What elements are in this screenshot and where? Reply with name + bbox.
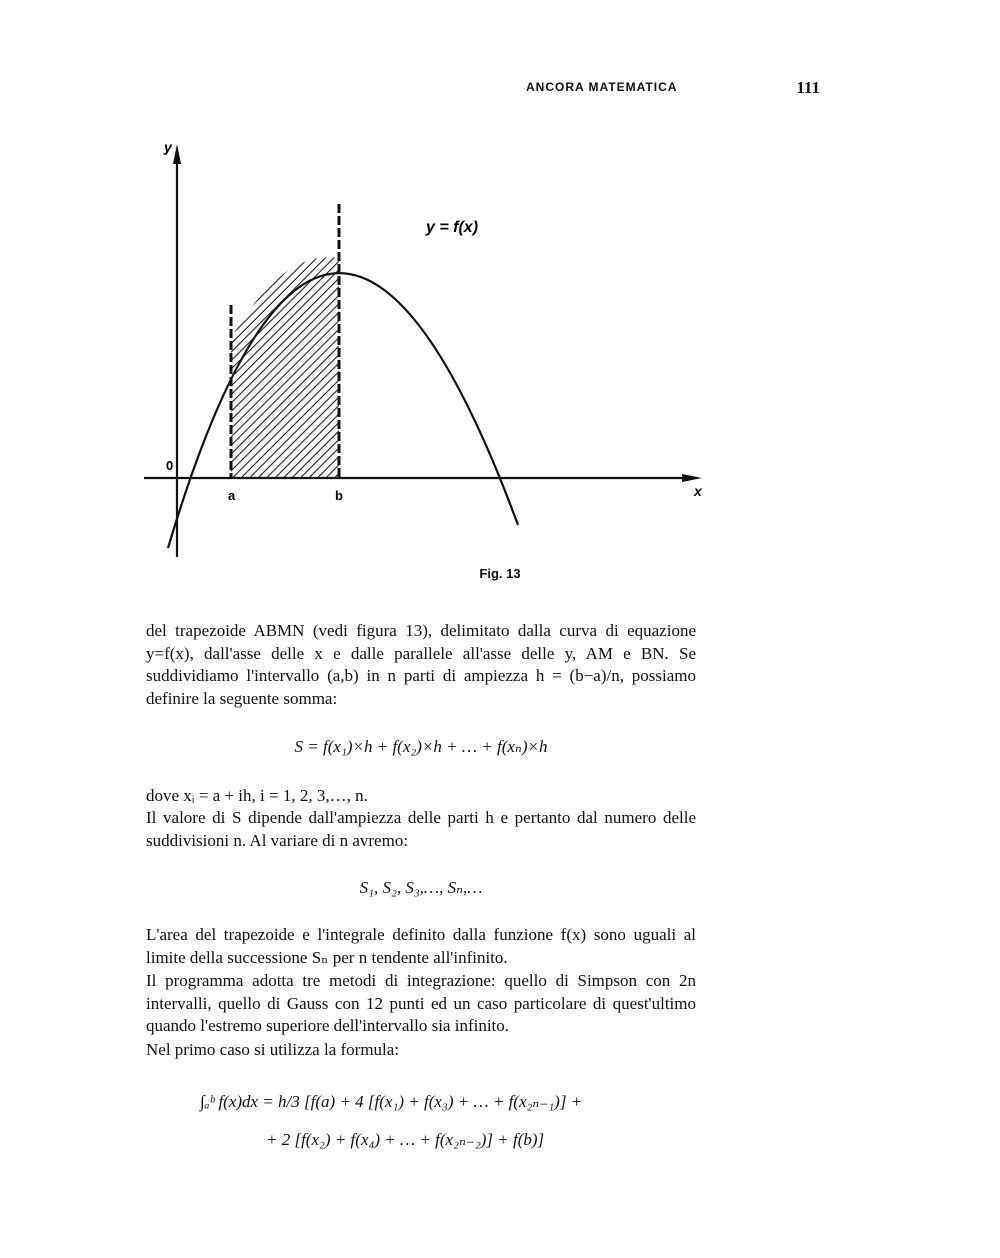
curve: [168, 273, 518, 548]
paragraph-6: Nel primo caso si utilizza la formula:: [146, 1040, 400, 1059]
page-number: 111: [796, 78, 820, 97]
point-a-label: a: [228, 488, 236, 503]
paragraph-2: dove xᵢ = a + ih, i = 1, 2, 3,…, n.: [146, 786, 368, 805]
x-axis-arrow: [682, 474, 702, 482]
formula-sequence: S₁, S₂, S₃,…, Sₙ,…: [359, 878, 483, 897]
paragraph-5: Il programma adotta tre metodi di integrazione: quello di Simpson con 2n intervalli, quello di Gauss con 12 punti ed un caso particolare di quest'ultimo quando l'estremo superiore dell'intervallo sia infinito.: [146, 971, 696, 1035]
formula-simpson-line-2: + 2 [f(x₂) + f(x₄) + … + f(x₂ₙ₋₂)] + f(b)]: [266, 1130, 545, 1149]
y-axis-label: y: [164, 139, 172, 155]
curve-label: y = f(x): [426, 219, 479, 236]
figure-caption: Fig. 13: [479, 566, 521, 581]
point-b-label: b: [335, 488, 343, 503]
figure-13: [130, 130, 720, 570]
origin-label: 0: [166, 458, 174, 473]
paragraph-1: del trapezoide ABMN (vedi figura 13), delimitato dalla curva di equazione y=f(x), dall'asse delle x e dalle parallele all'asse delle y, AM e BN. Se suddividiamo l'intervallo (a,b) in n parti di ampiezza h = (b−a)/n, possiamo definire la seguente somma:: [146, 621, 696, 708]
y-axis-arrow: [173, 144, 181, 164]
formula-simpson-line-1: ∫ₐᵇ f(x)dx = h/3 [f(a) + 4 [f(x₁) + f(x₃) + … + f(x₂ₙ₋₁)] +: [200, 1092, 583, 1111]
formula-sum: S = f(x₁)×h + f(x₂)×h + … + f(xₙ)×h: [294, 737, 548, 756]
paragraph-4: L'area del trapezoide e l'integrale definito dalla funzione f(x) sono uguali al limite della successione Sₙ per n tendente all'infinito.: [146, 925, 696, 967]
running-head: [520, 78, 820, 100]
x-axis-label: x: [694, 483, 702, 499]
hatched-area: [231, 170, 339, 478]
paragraph-3: Il valore di S dipende dall'ampiezza delle parti h e pertanto dal numero delle suddivisioni n. Al variare di n avremo:: [146, 808, 696, 850]
running-title: ANCORA MATEMATICA: [526, 80, 678, 94]
